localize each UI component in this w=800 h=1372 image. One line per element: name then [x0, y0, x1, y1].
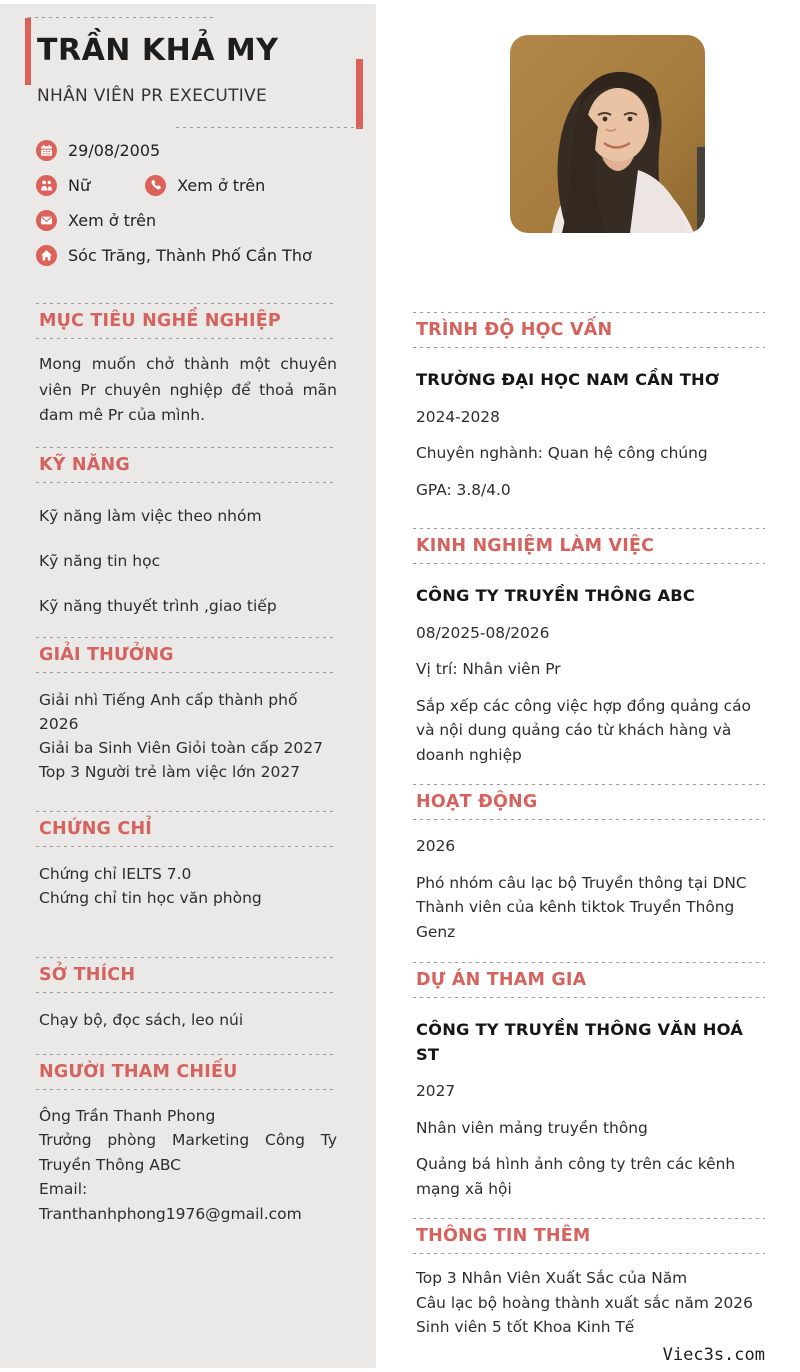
skills-header — [36, 447, 337, 483]
experience-company: CÔNG TY TRUYỀN THÔNG ABC — [416, 586, 696, 605]
objective-title: MỤC TIÊU NGHỀ NGHIỆP — [39, 311, 281, 331]
section-activities — [413, 784, 765, 944]
header-left-accent-bar — [25, 18, 31, 85]
more-info-item: Câu lạc bộ hoàng thành xuất sắc năm 2026 — [416, 1293, 753, 1312]
experience-position: Vị trí: Nhân viên Pr — [416, 660, 561, 678]
header-right-accent-bar — [356, 59, 363, 129]
contact-row-email — [36, 208, 341, 232]
project-year: 2027 — [416, 1082, 456, 1100]
section-certificates — [36, 811, 337, 911]
dashed-line — [36, 672, 337, 673]
dashed-line — [36, 482, 337, 483]
contact-block — [36, 138, 341, 278]
awards-list — [36, 688, 337, 785]
dashed-line — [413, 1253, 765, 1254]
more-info-list — [413, 1266, 765, 1340]
education-title: TRÌNH ĐỘ HỌC VẤN — [416, 320, 613, 340]
more-info-item: Top 3 Nhân Viên Xuất Sắc của Năm — [416, 1269, 688, 1287]
reference-header — [36, 1054, 337, 1090]
award-item: Giải ba Sinh Viên Giỏi toàn cấp 2027 — [39, 739, 323, 758]
section-experience — [413, 528, 765, 767]
experience-header — [413, 528, 765, 564]
certificates-header — [36, 811, 337, 847]
main-column — [413, 36, 765, 1340]
sidebar — [36, 303, 337, 1226]
reference-block — [36, 1104, 337, 1227]
dashed-line — [36, 846, 337, 847]
skills-title: KỸ NĂNG — [39, 454, 130, 475]
skills-list — [36, 504, 337, 618]
award-item: Giải nhì Tiếng Anh cấp thành phố 2026 — [39, 690, 298, 733]
activity-item: Phó nhóm câu lạc bộ Truyền thông tại DNC — [416, 873, 747, 892]
activity-item: Thành viên của kênh tiktok Truyền Thông Genz — [416, 898, 735, 941]
projects-body — [413, 1018, 765, 1201]
dashed-line — [413, 347, 765, 348]
reference-email: Email: Tranthanhphong1976@gmail.com — [39, 1180, 302, 1223]
more-info-title: THÔNG TIN THÊM — [416, 1226, 591, 1246]
reference-name: Ông Trần Thanh Phong — [39, 1106, 216, 1125]
experience-period: 08/2025-08/2026 — [416, 623, 550, 642]
phone-value: Xem ở trên — [177, 175, 266, 195]
projects-header — [413, 962, 765, 998]
reference-title: NGƯỜI THAM CHIẾU — [39, 1061, 238, 1082]
dob-value: 29/08/2005 — [68, 140, 161, 160]
gender-pair — [36, 175, 90, 196]
activities-body — [413, 834, 765, 944]
certificates-title: CHỨNG CHỈ — [39, 818, 153, 839]
experience-body — [413, 584, 765, 767]
section-projects — [413, 962, 765, 1201]
education-header — [413, 312, 765, 348]
header-bottom-dashed-line — [176, 127, 363, 128]
experience-description: Sắp xếp các công việc hợp đồng quảng cáo và nội dung quảng cáo từ khách hàng và doanh nghiệp — [416, 696, 751, 764]
mail-icon — [36, 210, 57, 231]
phone-icon — [145, 175, 166, 196]
section-more-info — [413, 1218, 765, 1340]
dashed-line — [36, 338, 337, 339]
candidate-name: TRẦN KHẢ MY — [37, 33, 279, 68]
activities-title: HOẠT ĐỘNG — [416, 792, 538, 812]
gender-value: Nữ — [68, 175, 91, 195]
candidate-title: NHÂN VIÊN PR EXECUTIVE — [37, 86, 268, 106]
gender-icon — [36, 175, 57, 196]
section-education — [413, 312, 765, 502]
more-info-item: Sinh viên 5 tốt Khoa Kinh Tế — [416, 1318, 635, 1336]
activities-year: 2026 — [416, 837, 456, 855]
project-role: Nhân viên mảng truyền thông — [416, 1118, 648, 1137]
education-school: TRƯỜNG ĐẠI HỌC NAM CẦN THƠ — [416, 370, 720, 389]
awards-title: GIẢI THƯỞNG — [39, 644, 174, 665]
awards-header — [36, 637, 337, 673]
education-period: 2024-2028 — [416, 407, 500, 426]
more-info-header — [413, 1218, 765, 1254]
header-top-dashed-line — [28, 17, 215, 18]
hobbies-header — [36, 957, 337, 993]
award-item: Top 3 Người trẻ làm việc lớn 2027 — [39, 763, 301, 782]
section-skills — [36, 447, 337, 618]
contact-row-dob — [36, 138, 341, 162]
objective-text: Mong muốn chở thành một chuyên viên Pr chuyên nghiệp để thoả mãn đam mê Pr của mình. — [39, 355, 337, 424]
certificates-list — [36, 862, 337, 911]
education-gpa: GPA: 3.8/4.0 — [416, 480, 511, 499]
skill-item: Kỹ năng tin học — [39, 551, 161, 570]
objective-header — [36, 303, 337, 339]
dashed-line — [36, 992, 337, 993]
hobbies-text-wrap — [36, 1008, 337, 1032]
dashed-line — [413, 819, 765, 820]
education-major: Chuyên nghành: Quan hệ công chúng — [416, 444, 708, 462]
skill-item: Kỹ năng thuyết trình ,giao tiếp — [39, 596, 277, 615]
calendar-icon — [36, 140, 57, 161]
experience-title: KINH NGHIỆM LÀM VIỆC — [416, 536, 655, 556]
hobbies-title: SỞ THÍCH — [39, 965, 136, 986]
dashed-line — [36, 1089, 337, 1090]
reference-position: Trưởng phòng Marketing Công Ty Truyền Thông ABC — [39, 1131, 337, 1174]
watermark: Viec3s.com — [662, 1345, 765, 1365]
section-reference — [36, 1054, 337, 1227]
home-icon — [36, 245, 57, 266]
activities-lines — [416, 871, 765, 945]
education-body — [413, 368, 765, 502]
section-awards — [36, 637, 337, 785]
contact-row-gender-phone — [36, 173, 341, 197]
section-hobbies — [36, 957, 337, 1032]
projects-title: DỰ ÁN THAM GIA — [416, 970, 587, 990]
phone-pair — [145, 175, 265, 196]
certificate-item: Chứng chỉ tin học văn phòng — [39, 888, 262, 907]
email-value: Xem ở trên — [68, 210, 157, 230]
contact-row-address — [36, 243, 341, 267]
dashed-line — [413, 563, 765, 564]
photo-spacer — [413, 36, 765, 312]
certificate-item: Chứng chỉ IELTS 7.0 — [39, 864, 192, 883]
hobbies-text: Chạy bộ, đọc sách, leo núi — [39, 1011, 244, 1030]
project-description: Quảng bá hình ảnh công ty trên các kênh mạng xã hội — [416, 1155, 736, 1198]
dashed-line — [413, 997, 765, 998]
activities-header — [413, 784, 765, 820]
project-company: CÔNG TY TRUYỀN THÔNG VĂN HOÁ ST — [416, 1020, 744, 1064]
address-value: Sóc Trăng, Thành Phố Cần Thơ — [68, 245, 312, 265]
section-objective — [36, 303, 337, 429]
skill-item: Kỹ năng làm việc theo nhóm — [39, 506, 262, 525]
